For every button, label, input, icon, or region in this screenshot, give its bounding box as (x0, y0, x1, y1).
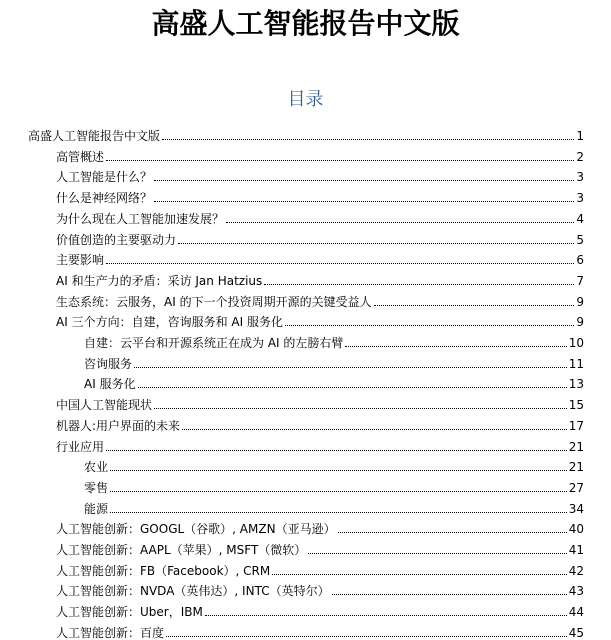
toc-entry-label: 生态系统：云服务，AI 的下一个投资周期开源的关键受益人 (56, 294, 372, 309)
toc-entry-page-number: 42 (568, 563, 584, 578)
toc-entry[interactable] (56, 598, 584, 619)
toc-dot-leader (134, 367, 567, 368)
toc-entry-label: 人工智能创新：GOOGL（谷歌）, AMZN（亚马逊） (56, 522, 336, 537)
toc-entry-label: 高盛人工智能报告中文版 (28, 129, 161, 143)
toc-dot-leader (178, 243, 574, 244)
toc-dot-leader (106, 450, 567, 451)
toc-entry-label: 主要影响 (56, 253, 105, 268)
toc-entry[interactable] (56, 308, 584, 329)
toc-dot-leader (110, 491, 567, 492)
toc-entry-label: 人工智能创新：Uber，IBM (56, 605, 203, 620)
toc-entry-page-number: 41 (568, 543, 584, 557)
toc-dot-leader (285, 325, 574, 326)
toc-entry[interactable] (56, 433, 584, 454)
toc-entry[interactable] (56, 143, 584, 164)
toc-entry-page-number: 11 (568, 356, 584, 371)
toc-entry-label: 人工智能创新：NVDA（英伟达）, INTC（英特尔） (56, 584, 330, 599)
toc-entry-page-number: 10 (568, 336, 584, 350)
toc-entry-label: 行业应用 (56, 439, 105, 454)
toc-entry-page-number: 1 (576, 129, 584, 143)
toc-dot-leader (345, 346, 566, 347)
toc-entry[interactable] (56, 205, 584, 226)
toc-entry-label: 咨询服务 (84, 356, 133, 371)
toc-entry-label: 人工智能创新：百度 (56, 625, 165, 640)
toc-entry-label: AI 和生产力的矛盾：采访 Jan Hatzius (56, 273, 263, 288)
toc-dot-leader (110, 470, 567, 471)
toc-entry[interactable] (56, 536, 584, 557)
toc-entry[interactable] (56, 226, 584, 247)
toc-dot-leader (106, 160, 574, 161)
toc-entry[interactable] (56, 557, 584, 578)
toc-entry-page-number: 34 (568, 501, 584, 516)
toc-entry-page-number: 45 (568, 625, 584, 640)
toc-entry[interactable] (56, 577, 584, 598)
toc-entry-label: 农业 (84, 460, 109, 475)
toc-dot-leader (138, 387, 567, 388)
toc-dot-leader (308, 553, 566, 554)
toc-entry-page-number: 40 (568, 522, 584, 537)
toc-entry-page-number: 7 (576, 273, 584, 288)
toc-entry-page-number: 44 (568, 605, 584, 620)
toc-entry[interactable] (84, 350, 584, 371)
toc-entry-page-number: 3 (576, 191, 584, 206)
toc-entry[interactable] (56, 267, 584, 288)
toc-dot-leader (205, 615, 567, 616)
toc-entry-page-number: 21 (568, 439, 584, 454)
toc-entry[interactable] (56, 412, 584, 433)
toc-dot-leader (154, 408, 567, 409)
toc-entry-page-number: 2 (576, 149, 584, 164)
toc-dot-leader (154, 180, 574, 181)
toc-entry-label: 什么是神经网络？ (56, 191, 153, 206)
toc-entry-page-number: 21 (568, 460, 584, 475)
toc-dot-leader (106, 263, 574, 264)
toc-dot-leader (226, 222, 574, 223)
toc-entry[interactable] (84, 370, 584, 391)
toc-entry[interactable] (56, 288, 584, 309)
toc-dot-leader (374, 305, 575, 306)
toc-entry-label: 自建：云平台和开源系统正在成为 AI 的左膀右臂 (84, 336, 344, 350)
toc-entry[interactable] (84, 474, 584, 495)
toc-entry[interactable] (56, 163, 584, 184)
toc-dot-leader (162, 139, 574, 140)
toc-entry-label: 人工智能创新：FB（Facebook）, CRM (56, 563, 271, 578)
toc-entry-label: 高管概述 (56, 149, 105, 164)
toc-entry-page-number: 9 (576, 315, 584, 330)
toc-dot-leader (166, 636, 567, 637)
toc-entry[interactable] (56, 391, 584, 412)
toc-entry-label: 人工智能是什么？ (56, 170, 153, 185)
toc-entry[interactable] (28, 122, 584, 143)
toc-entry-label: 价值创造的主要驱动力 (56, 232, 177, 247)
toc-entry[interactable] (84, 495, 584, 516)
toc-entry[interactable] (56, 515, 584, 536)
toc-entry[interactable] (56, 184, 584, 205)
toc-entry-page-number: 17 (568, 418, 584, 433)
toc-entry[interactable] (84, 453, 584, 474)
toc-entry[interactable] (56, 619, 584, 640)
toc-entry-page-number: 9 (576, 294, 584, 309)
toc-entry-page-number: 13 (568, 377, 584, 392)
toc-dot-leader (338, 532, 567, 533)
toc-dot-leader (272, 574, 566, 575)
toc-entry-label: 零售 (84, 480, 109, 495)
toc-entry[interactable] (84, 329, 584, 350)
toc-entry[interactable] (56, 246, 584, 267)
toc-entry-page-number: 27 (568, 480, 584, 495)
toc-entry-page-number: 3 (576, 170, 584, 185)
toc-entry-page-number: 6 (576, 253, 584, 268)
toc-entry-label: 人工智能创新：AAPL（苹果）, MSFT（微软） (56, 543, 307, 557)
document-title: 高盛人工智能报告中文版 (151, 7, 460, 40)
toc-entry-label: 能源 (84, 501, 109, 516)
toc-entry-page-number: 43 (568, 584, 584, 599)
toc-dot-leader (154, 201, 574, 202)
toc-entry-page-number: 5 (576, 232, 584, 247)
toc-entry-page-number: 4 (576, 211, 584, 226)
toc-heading: 目录 (287, 89, 324, 110)
toc-dot-leader (332, 594, 567, 595)
toc-entry-label: 机器人:用户界面的未来 (56, 418, 181, 433)
toc-dot-leader (264, 284, 574, 285)
toc-dot-leader (182, 429, 567, 430)
toc-entry-label: 为什么现在人工智能加速发展？ (56, 211, 225, 226)
toc-dot-leader (110, 512, 567, 513)
toc-entry-label: 中国人工智能现状 (56, 398, 153, 413)
toc-entry-label: AI 服务化 (84, 377, 136, 392)
toc-entry-label: AI 三个方向：自建，咨询服务和 AI 服务化 (56, 315, 283, 330)
toc-entry-page-number: 15 (568, 398, 584, 413)
